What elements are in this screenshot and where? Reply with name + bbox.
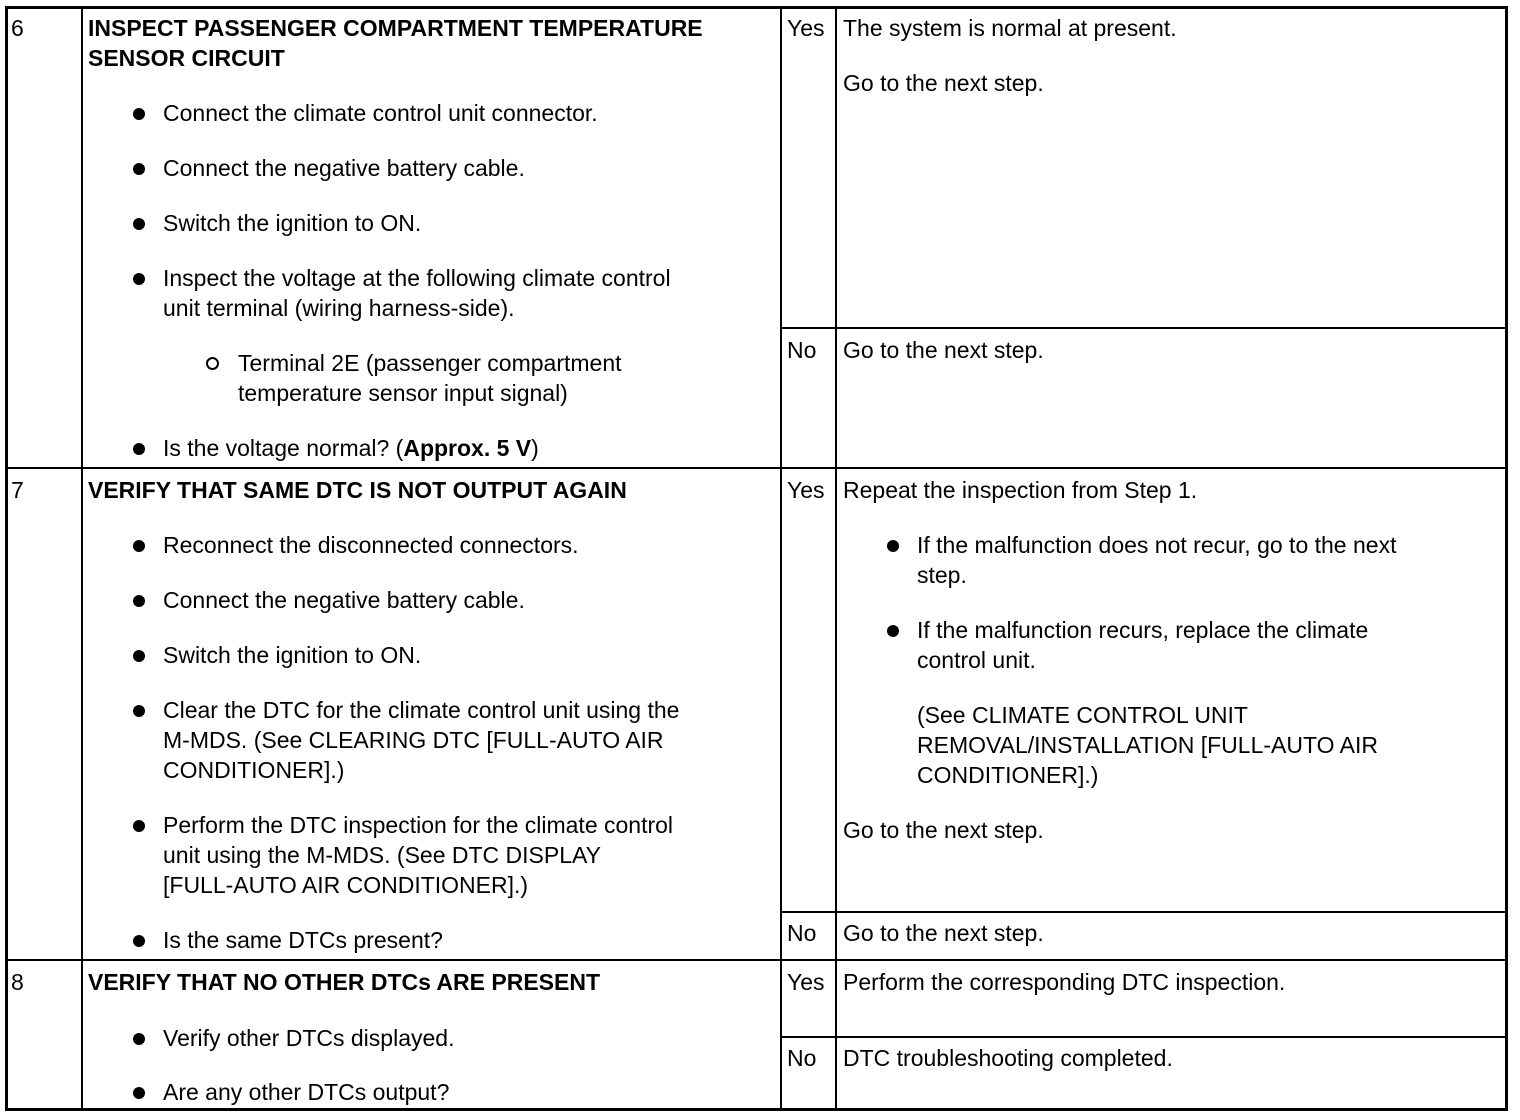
instruction-text: unit terminal (wiring harness-side). [163,295,515,321]
bullet-icon [133,595,145,607]
sub-instruction-text: Terminal 2E (passenger compartment [238,350,622,376]
sub-instruction-text: temperature sensor input signal) [238,380,568,406]
result-text: Go to the next step. [843,70,1044,96]
column-divider-result [835,6,837,1111]
no-label: No [787,337,817,363]
yes-no-divider-6 [780,327,1508,329]
bullet-icon [133,163,145,175]
step-title: INSPECT PASSENGER COMPARTMENT TEMPERATURE [88,15,703,41]
result-text: (See CLIMATE CONTROL UNIT [917,702,1248,728]
question-text: Are any other DTCs output? [163,1079,450,1105]
instruction-text: Perform the DTC inspection for the climate control [163,812,674,838]
question-text [163,433,539,463]
instruction-text: Connect the climate control unit connector. [163,100,598,126]
bullet-icon [133,108,145,120]
yes-no-divider-8 [780,1036,1508,1038]
sub-bullet-icon [206,357,219,370]
step-number: 7 [11,477,24,503]
bullet-icon [133,935,145,947]
question-bold-value: Approx. 5 V [403,435,532,461]
bullet-icon [133,1033,145,1045]
no-label: No [787,1045,817,1071]
row-divider-6-7 [5,467,1508,469]
result-text: DTC troubleshooting completed. [843,1045,1173,1071]
instruction-text: unit using the M-MDS. (See DTC DISPLAY [163,842,601,868]
step-number: 6 [11,15,24,41]
result-text: Repeat the inspection from Step 1. [843,477,1198,503]
bullet-icon [133,218,145,230]
instruction-text: [FULL-AUTO AIR CONDITIONER].) [163,872,529,898]
instruction-text: Switch the ignition to ON. [163,642,422,668]
bullet-icon [133,650,145,662]
result-text: Perform the corresponding DTC inspection. [843,969,1286,995]
result-text: If the malfunction does not recur, go to the next [917,532,1397,558]
result-text: Go to the next step. [843,337,1044,363]
step-title: SENSOR CIRCUIT [88,45,285,71]
instruction-text: Switch the ignition to ON. [163,210,422,236]
step-number: 8 [11,969,24,995]
instruction-text: Reconnect the disconnected connectors. [163,532,579,558]
yes-label: Yes [787,969,825,995]
question-suffix: ) [531,435,539,461]
instruction-text: Inspect the voltage at the following climate control [163,265,671,291]
instruction-text: M-MDS. (See CLEARING DTC [FULL-AUTO AIR [163,727,664,753]
result-text: Go to the next step. [843,817,1044,843]
result-text: REMOVAL/INSTALLATION [FULL-AUTO AIR [917,732,1378,758]
yes-no-divider-7 [780,911,1508,913]
result-text: control unit. [917,647,1036,673]
yes-label: Yes [787,15,825,41]
no-label: No [787,920,817,946]
instruction-text: Verify other DTCs displayed. [163,1025,455,1051]
bullet-icon [133,540,145,552]
step-title: VERIFY THAT SAME DTC IS NOT OUTPUT AGAIN [88,477,627,503]
column-divider-action [780,6,782,1111]
bullet-icon [133,273,145,285]
result-text: step. [917,562,967,588]
yes-label: Yes [787,477,825,503]
question-prefix: Is the voltage normal? ( [163,435,404,461]
instruction-text: Connect the negative battery cable. [163,587,525,613]
bullet-icon [133,820,145,832]
result-text: Go to the next step. [843,920,1044,946]
column-divider-step [81,6,83,1111]
bullet-icon [133,1087,145,1099]
row-divider-7-8 [5,959,1508,961]
result-text: CONDITIONER].) [917,762,1099,788]
question-text: Is the same DTCs present? [163,927,443,953]
bullet-icon [887,625,899,637]
bullet-icon [133,705,145,717]
instruction-text: Clear the DTC for the climate control unit using the [163,697,680,723]
instruction-text: Connect the negative battery cable. [163,155,525,181]
instruction-text: CONDITIONER].) [163,757,345,783]
step-title: VERIFY THAT NO OTHER DTCs ARE PRESENT [88,969,601,995]
bullet-icon [887,540,899,552]
result-text: If the malfunction recurs, replace the climate [917,617,1369,643]
bullet-icon [133,443,145,455]
result-text: The system is normal at present. [843,15,1177,41]
